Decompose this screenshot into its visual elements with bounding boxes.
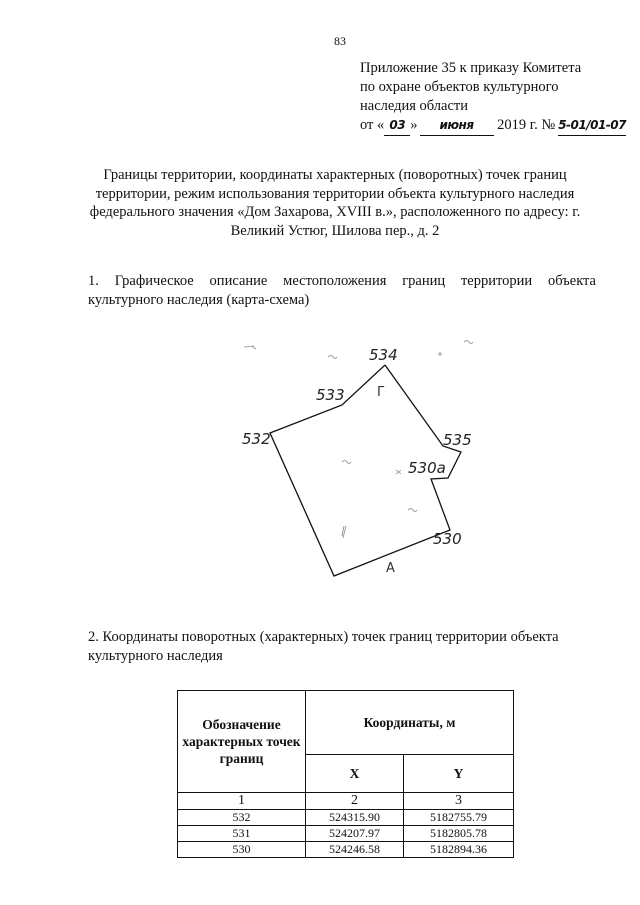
cell-x: 524315.90 [306,810,404,826]
cell-x: 524246.58 [306,842,404,858]
point-label-534: 534 [369,346,398,364]
date-year: 2019 г. № [497,117,556,133]
point-label-535: 535 [443,431,472,449]
appendix-date-line [360,116,630,136]
header-points: Обозначение характерных точек границ [178,691,306,793]
order-number: 5-01/01-07 [558,116,626,136]
appendix-header [360,59,630,136]
side-label-a: А [386,561,395,576]
cell-y: 5182805.78 [404,826,514,842]
cell-point: 532 [178,810,306,826]
table-row [178,810,514,826]
date-prefix: от « [360,117,385,133]
document-title: Границы территории, координаты характерных (поворотных) точек границ территории, режим использования территории объекта культурного наследия федерального значения «Дом Захарова, XVIII в.», расположенного по адресу: г. Великий Устюг, Шилова пер., д. 2 [89,167,581,239]
appendix-line-1: Приложение 35 к приказу Комитета [360,60,582,76]
point-label-532: 532 [242,430,271,448]
cell-point: 531 [178,826,306,842]
section-1-heading: 1. Графическое описание местоположения границ территории объекта культурного наследия (карта-схема) [88,273,596,308]
appendix-line-3: наследия области [360,98,469,114]
header-y: Y [404,755,514,793]
date-day: 03 [384,116,410,136]
point-label-530: 530 [433,530,462,548]
faint-mark [244,346,256,349]
table-row [178,826,514,842]
section-2-heading: 2. Координаты поворотных (характерных) точек границ территории объекта культурного наследия [88,629,559,664]
point-label-533: 533 [316,386,345,404]
cell-point: 530 [178,842,306,858]
date-close: » [410,117,418,133]
col-number-1: 1 [178,793,306,810]
faint-mark [408,509,417,512]
cell-y: 5182894.36 [404,842,514,858]
point-label-530a: 530а [408,459,446,477]
col-number-2: 2 [306,793,404,810]
appendix-line-2: по охране объектов культурного [360,79,559,95]
faint-mark [396,470,401,474]
faint-mark [342,461,351,464]
cell-x: 524207.97 [306,826,404,842]
faint-mark [342,526,346,538]
coordinates-table [177,690,514,858]
territory-scheme [230,330,490,585]
faint-mark [328,356,337,359]
faint-mark [438,352,442,356]
table-row [178,842,514,858]
page-number: 83 [334,34,346,48]
header-coords: Координаты, м [306,691,514,755]
cell-y: 5182755.79 [404,810,514,826]
col-number-3: 3 [404,793,514,810]
date-month: июня [420,116,494,136]
faint-mark [464,341,473,344]
header-x: X [306,755,404,793]
side-label-g: Г [377,385,385,400]
side-labels [377,385,395,576]
